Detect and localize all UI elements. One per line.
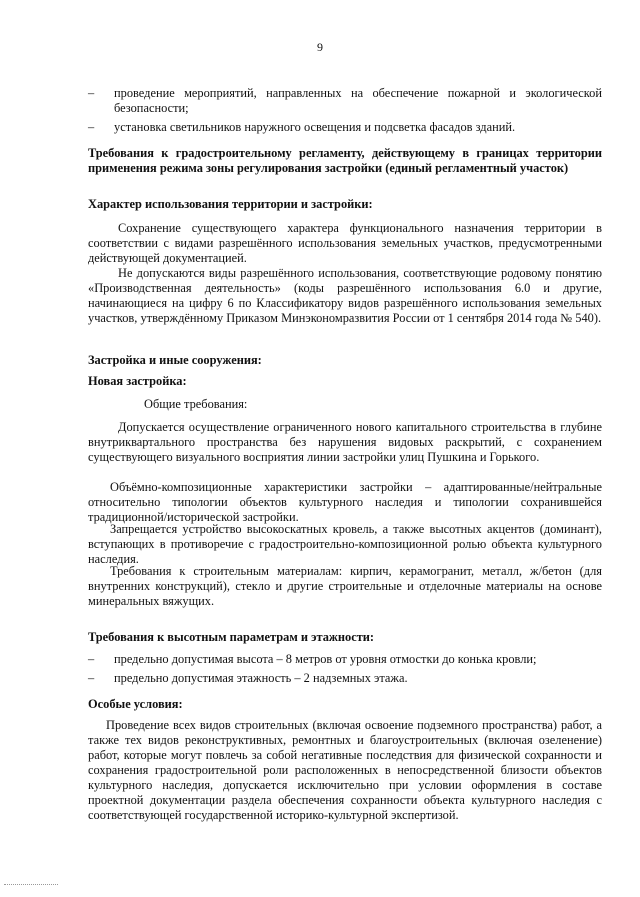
- height-list: [88, 652, 602, 686]
- list-item: [88, 120, 602, 135]
- list-item-text: установка светильников наружного освещения и подсветка фасадов зданий.: [114, 120, 516, 134]
- dash-marker: –: [88, 86, 95, 100]
- new-buildings-heading: Новая застройка:: [88, 374, 187, 388]
- character-paragraph-2: Не допускаются виды разрешённого использования, соответствующие родовому понятию «Производственная деятельность» (коды разрешённого использования 6.0 и другие, начинающиеся на цифру 6 по Классификатору видов разрешённого использования земельных участков, утверждённому Приказом Минэкономразвития России от 1 сентября 2014 года № 540).: [88, 266, 602, 325]
- general-requirements-label: Общие требования:: [144, 397, 248, 411]
- dash-marker: –: [88, 671, 95, 685]
- top-bullet-list: [88, 86, 602, 135]
- buildings-paragraph-4: Требования к строительным материалам: кирпич, керамогранит, металл, ж/бетон (для внутренних конструкций), стекло и другие строительные и отделочные материалы на основе минеральных вяжущих.: [88, 564, 602, 608]
- list-item: [88, 86, 602, 116]
- special-paragraph: Проведение всех видов строительных (включая освоение подземного пространства) работ, а также тех видов реконструктивных, ремонтных и благоустроительных (включая озеленение) работ, которые могут повлечь за собой негативные последствия для физической сохранности и сохранения градостроительной роли расположенных в непосредственной близости объектов культурного наследия, допускается исключительно при условии оформления в составе проектной документации раздела обеспечения сохранности объекта культурного наследия с соответствующей государственной историко-культурной экспертизой.: [88, 718, 602, 822]
- scan-edge-mark: [4, 884, 58, 888]
- buildings-paragraph-2: Объёмно-композиционные характеристики застройки – адаптированные/нейтральные относительно типологии объектов культурного наследия и типологии сохранившейся традиционной/исторической застройки.: [88, 480, 602, 524]
- buildings-paragraph-3: Запрещается устройство высокоскатных кровель, а также высотных акцентов (доминант), вступающих в противоречие с градостроительно-композиционной ролью объекта культурного наследия.: [88, 522, 602, 566]
- list-item-text: предельно допустимая этажность – 2 надземных этажа.: [114, 671, 408, 685]
- height-heading: Требования к высотным параметрам и этажности:: [88, 630, 375, 644]
- buildings-paragraph-1: Допускается осуществление ограниченного нового капитального строительства в глубине внутриквартального пространства без нарушения видовых раскрытий, с сохранением существующего визуального восприятия линии застройки улиц Пушкина и Горького.: [88, 420, 602, 464]
- character-heading: Характер использования территории и застройки:: [88, 197, 373, 211]
- list-item-text: проведение мероприятий, направленных на обеспечение пожарной и экологической безопасности;: [114, 86, 602, 115]
- list-item: [88, 652, 602, 667]
- dash-marker: –: [88, 120, 95, 134]
- list-item-text: предельно допустимая высота – 8 метров от уровня отмостки до конька кровли;: [114, 652, 537, 666]
- character-paragraph-1: Сохранение существующего характера функционального назначения территории в соответствии с видами разрешённого использования земельных участков, предусмотренными действующей документацией.: [88, 221, 602, 265]
- special-heading: Особые условия:: [88, 697, 183, 711]
- requirements-title: Требования к градостроительному регламенту, действующему в границах территории применения режима зоны регулирования застройки (единый регламентный участок): [88, 146, 602, 175]
- list-item: [88, 671, 602, 686]
- page-number: 9: [317, 40, 323, 54]
- dash-marker: –: [88, 652, 95, 666]
- buildings-heading: Застройка и иные сооружения:: [88, 353, 262, 367]
